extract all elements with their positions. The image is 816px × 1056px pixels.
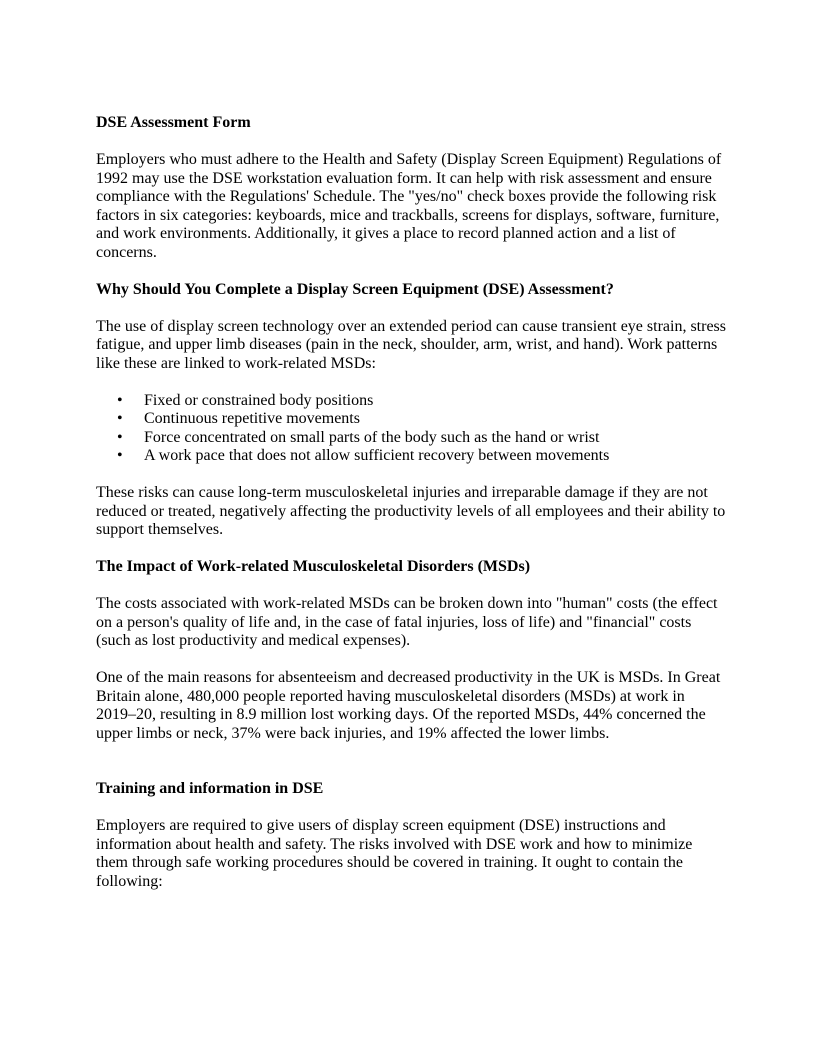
spacer <box>96 577 728 596</box>
spacer <box>96 743 728 780</box>
document-page <box>96 114 728 891</box>
impact-heading: The Impact of Work-related Musculoskeletal Disorders (MSDs) <box>96 558 531 575</box>
bullet-icon: • <box>117 447 123 464</box>
document-title: DSE Assessment Form <box>96 114 251 131</box>
spacer <box>96 651 728 670</box>
list-item <box>96 447 728 466</box>
list-item-text: Continuous repetitive movements <box>144 410 360 427</box>
spacer <box>96 133 728 152</box>
intro-paragraph: Employers who must adhere to the Health and Safety (Display Screen Equipment) Regulations of 1992 may use the DSE workstation evaluation form. It can help with risk assessment and ensure compliance with the Regulations' Schedule. The "yes/no" check boxes provide the following risk factors in six categories: keyboards, mice and trackballs, screens for displays, software, furniture, and work environments. Additionally, it gives a place to record planned action and a list of concerns. <box>96 151 722 261</box>
bullet-icon: • <box>117 391 123 409</box>
list-item <box>96 410 728 429</box>
spacer <box>96 373 728 392</box>
impact-paragraph-1: The costs associated with work-related MSDs can be broken down into "human" costs (the effect on a person's quality of life and, in the case of fatal injuries, loss of life) and "financial" costs (such as lost productivity and medical expenses). <box>96 595 718 649</box>
spacer <box>96 540 728 559</box>
list-item-text: Fixed or constrained body positions <box>144 391 374 409</box>
list-item <box>96 392 728 411</box>
training-heading: Training and information in DSE <box>96 780 324 797</box>
bullet-icon: • <box>117 410 123 427</box>
why-paragraph: The use of display screen technology over an extended period can cause transient eye strain, stress fatigue, and upper limb diseases (pain in the neck, shoulder, arm, wrist, and hand). Work patterns like these are linked to work-related MSDs: <box>96 317 726 372</box>
list-item-text: Force concentrated on small parts of the body such as the hand or wrist <box>144 428 600 446</box>
impact-paragraph-2: One of the main reasons for absenteeism and decreased productivity in the UK is MSDs. In Great Britain alone, 480,000 people reported having musculoskeletal disorders (MSDs) at work in 2019–20, resulting in 8.9 million lost working days. Of the reported MSDs, 44% concerned the upper limbs or neck, 37% were back injuries, and 19% affected the lower limbs. <box>96 669 721 742</box>
spacer <box>96 262 728 281</box>
spacer <box>96 799 728 818</box>
list-item-text: A work pace that does not allow sufficient recovery between movements <box>144 447 610 464</box>
spacer <box>96 299 728 318</box>
training-paragraph: Employers are required to give users of display screen equipment (DSE) instructions and information about health and safety. The risks involved with DSE work and how to minimize them through safe working procedures should be covered in training. It ought to contain the following: <box>96 817 693 890</box>
risks-paragraph: These risks can cause long-term musculoskeletal injuries and irreparable damage if they are not reduced or treated, negatively affecting the productivity levels of all employees and their ability to support themselves. <box>96 484 726 538</box>
bullet-icon: • <box>117 428 123 446</box>
why-heading: Why Should You Complete a Display Screen Equipment (DSE) Assessment? <box>96 280 614 298</box>
list-item <box>96 429 728 448</box>
spacer <box>96 466 728 485</box>
risk-factor-list <box>96 392 728 466</box>
